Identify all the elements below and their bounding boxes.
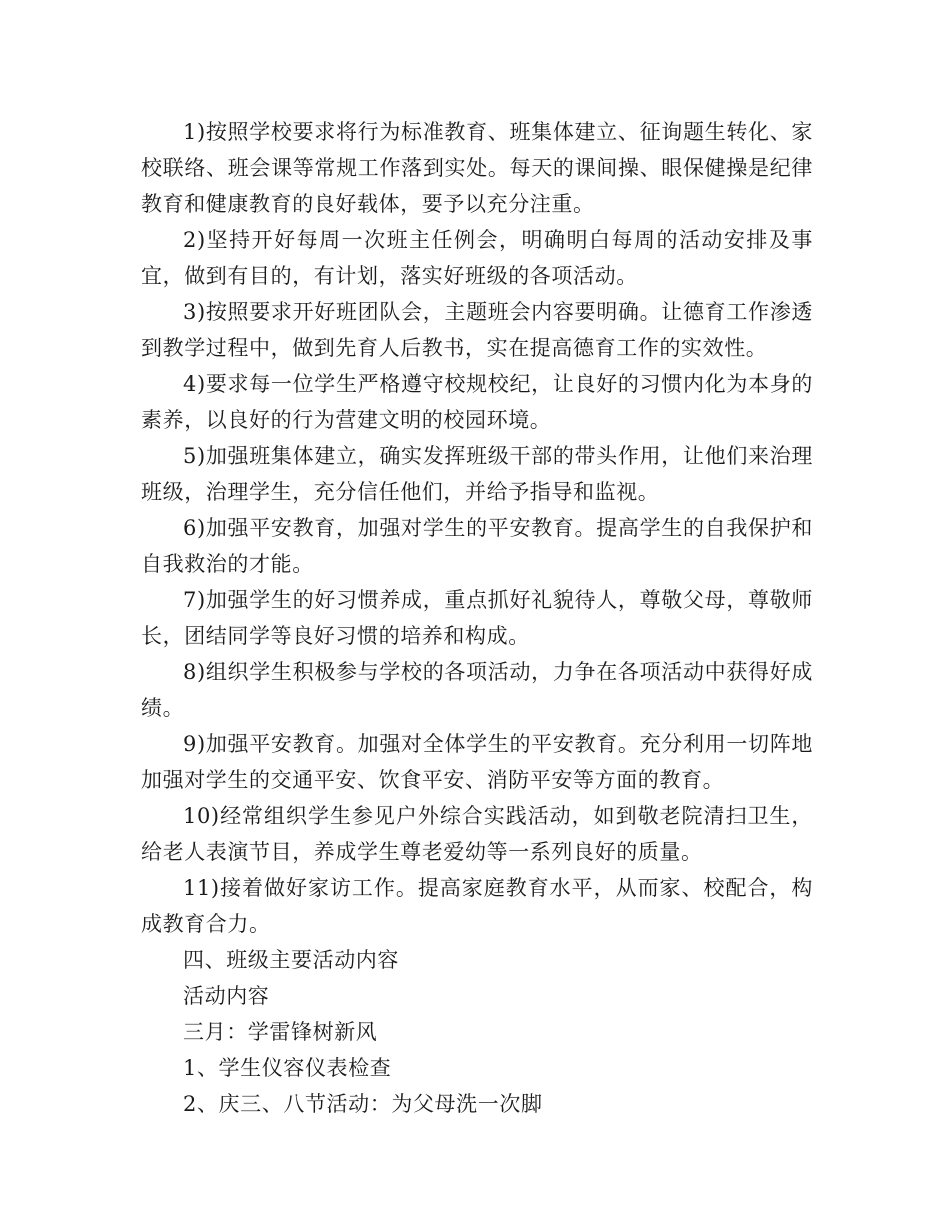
paragraph-item-4: 4)要求每一位学生严格遵守校规校纪，让良好的习惯内化为本身的素养，以良好的行为营建文明的校园环境。 <box>141 372 813 432</box>
paragraph-item-10: 10)经常组织学生参见户外综合实践活动，如到敬老院清扫卫生，给老人表演节目，养成学生尊老爱幼等一系列良好的质量。 <box>141 804 813 864</box>
document-body <box>141 114 813 1122</box>
paragraph-item-1: 1)按照学校要求将行为标准教育、班集体建立、征询题生转化、家校联络、班会课等常规工作落到实处。每天的课间操、眼保健操是纪律教育和健康教育的良好载体，要予以充分注重。 <box>141 120 813 216</box>
paragraph-item-3: 3)按照要求开好班团队会，主题班会内容要明确。让德育工作渗透到教学过程中，做到先育人后教书，实在提高德育工作的实效性。 <box>141 300 813 360</box>
paragraph-item-6: 6)加强平安教育，加强对学生的平安教育。提高学生的自我保护和自我救治的才能。 <box>141 516 813 576</box>
paragraph-item-11: 11)接着做好家访工作。提高家庭教育水平，从而家、校配合，构成教育合力。 <box>141 876 813 936</box>
section-heading: 四、班级主要活动内容 <box>183 948 399 972</box>
paragraph-item-7: 7)加强学生的好习惯养成，重点抓好礼貌待人，尊敬父母，尊敬师长，团结同学等良好习惯的培养和构成。 <box>141 588 813 648</box>
month-heading: 三月：学雷锋树新风 <box>183 1020 378 1044</box>
paragraph-item-2: 2)坚持开好每周一次班主任例会，明确明白每周的活动安排及事宜，做到有目的，有计划，落实好班级的各项活动。 <box>141 228 813 288</box>
paragraph-item-9: 9)加强平安教育。加强对全体学生的平安教育。充分利用一切阵地加强对学生的交通平安、饮食平安、消防平安等方面的教育。 <box>141 732 813 792</box>
subheading: 活动内容 <box>183 984 270 1008</box>
paragraph-item-5: 5)加强班集体建立，确实发挥班级干部的带头作用，让他们来治理班级，治理学生，充分信任他们，并给予指导和监视。 <box>141 444 813 504</box>
paragraph-item-8: 8)组织学生积极参与学校的各项活动，力争在各项活动中获得好成绩。 <box>141 660 813 720</box>
activity-item-2: 2、庆三、八节活动：为父母洗一次脚 <box>183 1092 543 1116</box>
activity-item-1: 1、学生仪容仪表检查 <box>183 1056 392 1080</box>
